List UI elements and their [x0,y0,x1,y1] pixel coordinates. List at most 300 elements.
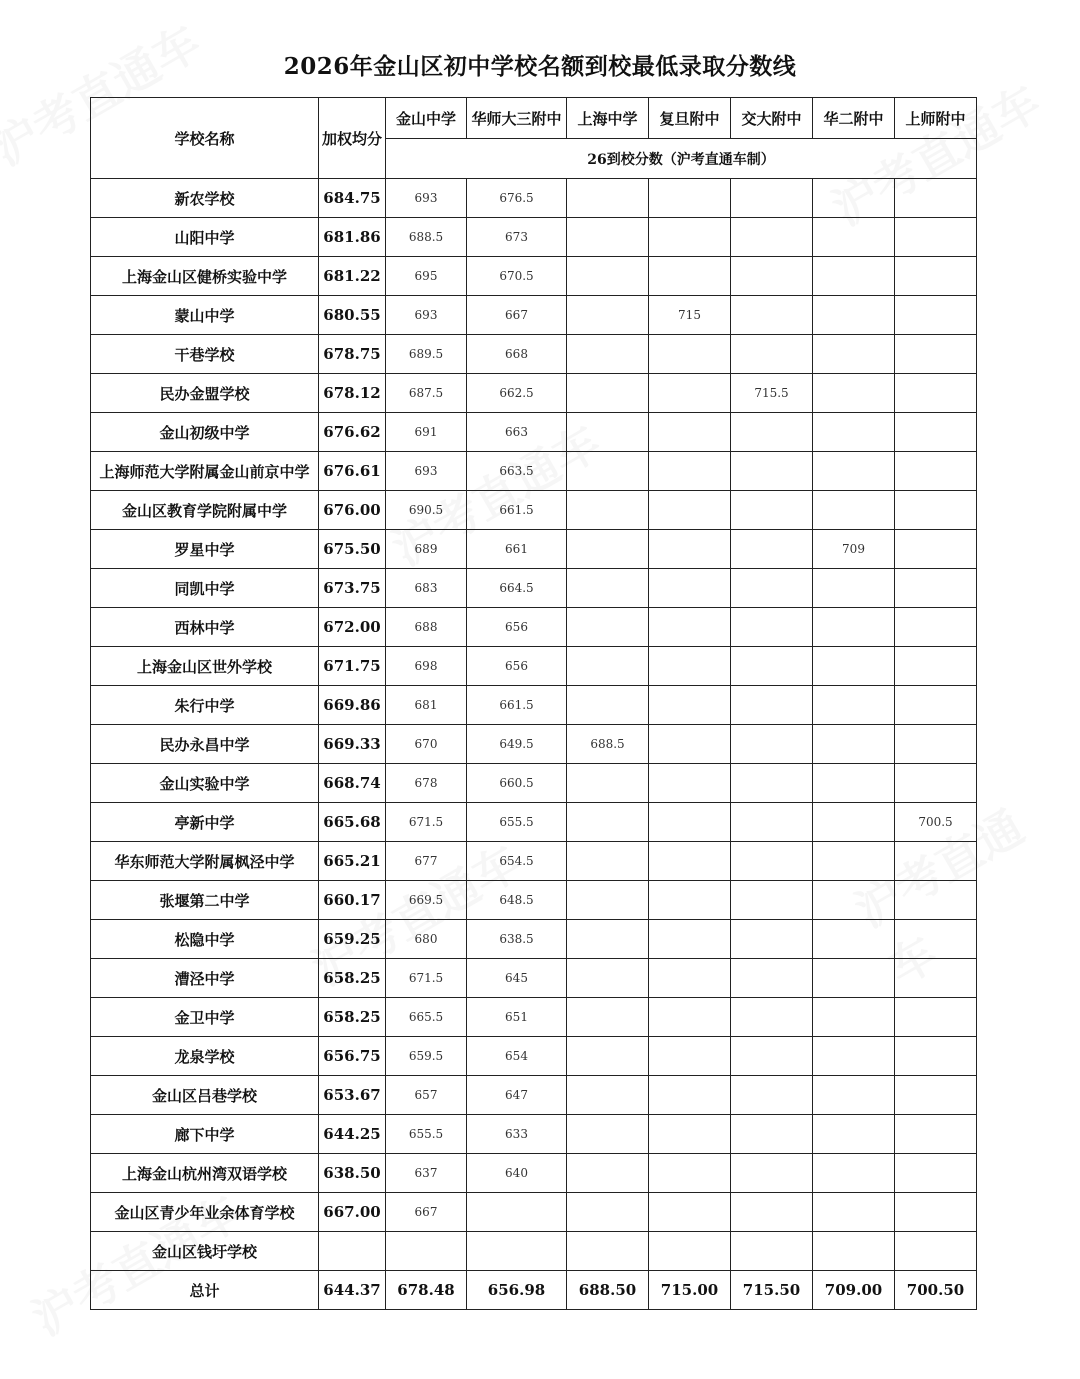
page-title: 2026年金山区初中学校名额到校最低录取分数线 [283,53,797,80]
score-cell [813,608,895,647]
weighted-avg-cell: 669.86 [319,686,386,725]
score-cell [895,647,977,686]
score-cell [567,530,649,569]
score-cell: 662.5 [467,374,567,413]
score-cell: 657 [386,1076,467,1115]
score-cell [649,881,731,920]
total-label-cell: 总计 [91,1271,319,1310]
score-cell [731,1232,813,1271]
score-cell: 700.5 [895,803,977,842]
score-cell [649,218,731,257]
score-cell: 709 [813,530,895,569]
table-row [91,530,977,569]
score-cell [895,296,977,335]
table-row [91,725,977,764]
score-cell [813,452,895,491]
score-cell [895,1076,977,1115]
weighted-avg-cell: 668.74 [319,764,386,803]
score-cell [731,218,813,257]
header-school-col: 上海中学 [567,98,649,139]
score-cell [813,686,895,725]
table-row [91,998,977,1037]
score-cell [649,413,731,452]
score-cell [813,335,895,374]
weighted-avg-cell: 669.33 [319,725,386,764]
table-row [91,1115,977,1154]
weighted-avg-cell: 658.25 [319,959,386,998]
weighted-avg-cell: 638.50 [319,1154,386,1193]
school-name-cell: 廊下中学 [91,1115,319,1154]
school-name-cell: 亭新中学 [91,803,319,842]
weighted-avg-cell: 684.75 [319,179,386,218]
score-cell [567,1232,649,1271]
weighted-avg-cell: 658.25 [319,998,386,1037]
table-row [91,842,977,881]
weighted-avg-cell: 676.61 [319,452,386,491]
weighted-avg-cell: 660.17 [319,881,386,920]
school-name-cell: 上海金山杭州湾双语学校 [91,1154,319,1193]
score-cell [731,257,813,296]
score-cell: 656 [467,647,567,686]
score-cell [649,374,731,413]
score-cell: 693 [386,296,467,335]
score-cell [731,179,813,218]
score-cell [649,1154,731,1193]
header-subtitle: 26到校分数（沪考直通车制） [386,139,977,179]
score-cell [567,257,649,296]
score-cell [731,608,813,647]
score-cell: 637 [386,1154,467,1193]
score-cell: 671.5 [386,959,467,998]
score-cell [813,842,895,881]
score-cell [649,257,731,296]
school-name-cell: 上海金山区世外学校 [91,647,319,686]
score-cell: 661 [467,530,567,569]
score-cell: 677 [386,842,467,881]
school-name-cell: 漕泾中学 [91,959,319,998]
header-school-col: 上师附中 [895,98,977,139]
table-row [91,296,977,335]
score-cell: 655.5 [467,803,567,842]
school-name-cell: 金山区教育学院附属中学 [91,491,319,530]
score-cell: 670 [386,725,467,764]
school-name-cell: 民办永昌中学 [91,725,319,764]
score-cell [567,959,649,998]
school-name-cell: 张堰第二中学 [91,881,319,920]
score-cell [895,608,977,647]
score-cell: 648.5 [467,881,567,920]
score-cell [731,881,813,920]
score-cell [567,647,649,686]
header-school-col: 复旦附中 [649,98,731,139]
score-cell [567,764,649,803]
score-cell [567,491,649,530]
weighted-avg-cell: 659.25 [319,920,386,959]
table-row [91,257,977,296]
score-cell [649,686,731,725]
score-cell: 688.5 [567,725,649,764]
table-row [91,1232,977,1271]
score-cell: 664.5 [467,569,567,608]
weighted-avg-cell: 653.67 [319,1076,386,1115]
score-cell [467,1232,567,1271]
score-cell: 715 [649,296,731,335]
school-name-cell: 金卫中学 [91,998,319,1037]
table-row [91,374,977,413]
score-cell [567,1076,649,1115]
school-name-cell: 山阳中学 [91,218,319,257]
header-row [91,98,977,139]
score-cell: 676.5 [467,179,567,218]
score-cell [895,569,977,608]
weighted-avg-cell: 681.22 [319,257,386,296]
score-cell [731,920,813,959]
school-name-cell: 金山实验中学 [91,764,319,803]
school-name-cell: 西林中学 [91,608,319,647]
weighted-avg-cell: 665.21 [319,842,386,881]
score-cell [731,998,813,1037]
school-name-cell: 蒙山中学 [91,296,319,335]
weighted-avg-cell: 644.25 [319,1115,386,1154]
score-cell: 678 [386,764,467,803]
table-row [91,881,977,920]
table-row [91,1154,977,1193]
score-cell: 663.5 [467,452,567,491]
score-cell [895,881,977,920]
score-cell: 665.5 [386,998,467,1037]
score-cell [731,1076,813,1115]
header-weighted-avg: 加权均分 [319,98,386,179]
score-cell [813,257,895,296]
score-cell: 654 [467,1037,567,1076]
score-cell: 651 [467,998,567,1037]
score-cell: 695 [386,257,467,296]
weighted-avg-cell: 676.00 [319,491,386,530]
table-row [91,686,977,725]
score-cell: 661.5 [467,491,567,530]
score-cell [649,335,731,374]
score-cell [813,647,895,686]
table-row [91,1193,977,1232]
score-cell [813,491,895,530]
score-cell: 673 [467,218,567,257]
total-row [91,1271,977,1310]
weighted-avg-cell: 676.62 [319,413,386,452]
score-cell [813,569,895,608]
weighted-avg-cell [319,1232,386,1271]
school-name-cell: 朱行中学 [91,686,319,725]
score-cell [649,1232,731,1271]
score-cell [731,725,813,764]
weighted-avg-cell: 671.75 [319,647,386,686]
score-cell [731,1154,813,1193]
score-cell [731,686,813,725]
total-score-cell: 715.00 [649,1271,731,1310]
table-row [91,647,977,686]
table-row [91,764,977,803]
header-school-col: 华二附中 [813,98,895,139]
score-cell: 661.5 [467,686,567,725]
header-school-name: 学校名称 [91,98,319,179]
total-score-cell: 715.50 [731,1271,813,1310]
table-row [91,491,977,530]
header-school-col: 华师大三附中 [467,98,567,139]
score-cell [813,1154,895,1193]
table-row [91,569,977,608]
score-cell [567,881,649,920]
score-cell [895,374,977,413]
score-cell [813,1076,895,1115]
score-cell [649,764,731,803]
score-cell [731,452,813,491]
score-cell [813,1232,895,1271]
table-row [91,803,977,842]
score-cell [649,491,731,530]
school-name-cell: 金山区钱圩学校 [91,1232,319,1271]
score-cell [895,1193,977,1232]
score-cell: 659.5 [386,1037,467,1076]
score-cell: 681 [386,686,467,725]
score-cell [813,296,895,335]
score-cell: 689 [386,530,467,569]
score-cell [731,764,813,803]
score-cell [649,530,731,569]
score-cell [895,1154,977,1193]
school-name-cell: 新农学校 [91,179,319,218]
header-school-col: 交大附中 [731,98,813,139]
score-cell [649,725,731,764]
score-cell [813,725,895,764]
score-table [90,97,977,1310]
weighted-avg-cell: 665.68 [319,803,386,842]
score-cell: 698 [386,647,467,686]
score-cell [895,530,977,569]
score-cell [649,179,731,218]
score-cell: 688.5 [386,218,467,257]
score-cell [895,1232,977,1271]
score-cell: 647 [467,1076,567,1115]
score-cell [895,764,977,803]
weighted-avg-cell: 656.75 [319,1037,386,1076]
score-cell [731,842,813,881]
header-school-col: 金山中学 [386,98,467,139]
score-cell [567,1193,649,1232]
score-cell [813,1037,895,1076]
total-score-cell: 688.50 [567,1271,649,1310]
table-row [91,959,977,998]
score-cell [813,179,895,218]
score-cell [813,413,895,452]
score-cell [649,803,731,842]
score-cell [567,608,649,647]
score-cell [649,842,731,881]
score-cell [731,335,813,374]
score-cell [567,842,649,881]
score-cell: 715.5 [731,374,813,413]
score-cell [567,1037,649,1076]
total-score-cell: 709.00 [813,1271,895,1310]
score-cell [567,452,649,491]
score-cell [567,686,649,725]
total-score-cell: 678.48 [386,1271,467,1310]
score-cell [567,374,649,413]
school-name-cell: 干巷学校 [91,335,319,374]
score-cell [895,218,977,257]
score-cell [649,608,731,647]
weighted-avg-cell: 673.75 [319,569,386,608]
score-cell [649,959,731,998]
score-cell [567,569,649,608]
score-cell [813,1193,895,1232]
score-cell: 691 [386,413,467,452]
school-name-cell: 民办金盟学校 [91,374,319,413]
weighted-avg-cell: 678.12 [319,374,386,413]
score-cell: 688 [386,608,467,647]
score-cell [649,1037,731,1076]
table-row [91,452,977,491]
school-name-cell: 松隐中学 [91,920,319,959]
score-cell: 669.5 [386,881,467,920]
score-cell [731,569,813,608]
school-name-cell: 上海金山区健桥实验中学 [91,257,319,296]
table-row [91,608,977,647]
table-row [91,179,977,218]
score-cell: 660.5 [467,764,567,803]
weighted-avg-cell: 667.00 [319,1193,386,1232]
score-cell [567,218,649,257]
score-cell [731,530,813,569]
score-cell: 633 [467,1115,567,1154]
score-cell: 654.5 [467,842,567,881]
score-cell: 667 [467,296,567,335]
score-cell [649,452,731,491]
score-cell [567,296,649,335]
score-cell [895,998,977,1037]
school-name-cell: 华东师范大学附属枫泾中学 [91,842,319,881]
score-cell [895,725,977,764]
school-name-cell: 金山区吕巷学校 [91,1076,319,1115]
score-cell [895,1115,977,1154]
score-cell [731,413,813,452]
weighted-avg-cell: 675.50 [319,530,386,569]
score-cell: 640 [467,1154,567,1193]
weighted-avg-cell: 680.55 [319,296,386,335]
score-cell: 656 [467,608,567,647]
table-row [91,218,977,257]
score-cell [813,803,895,842]
score-cell [649,1115,731,1154]
score-cell [649,647,731,686]
weighted-avg-cell: 672.00 [319,608,386,647]
score-cell [813,374,895,413]
score-cell [649,920,731,959]
score-cell [731,1193,813,1232]
score-cell [731,491,813,530]
score-cell [813,959,895,998]
score-cell [895,686,977,725]
score-cell [731,959,813,998]
score-cell: 689.5 [386,335,467,374]
school-name-cell: 同凯中学 [91,569,319,608]
score-cell [731,803,813,842]
score-cell: 638.5 [467,920,567,959]
score-cell [895,335,977,374]
score-cell [731,1115,813,1154]
score-cell: 649.5 [467,725,567,764]
school-name-cell: 罗星中学 [91,530,319,569]
score-cell [386,1232,467,1271]
score-cell [731,1037,813,1076]
score-cell [567,998,649,1037]
score-cell [895,842,977,881]
score-cell [567,1154,649,1193]
table-row [91,413,977,452]
score-cell [813,881,895,920]
school-name-cell: 上海师范大学附属金山前京中学 [91,452,319,491]
score-cell [731,296,813,335]
score-cell: 693 [386,179,467,218]
score-cell [895,179,977,218]
score-cell [895,491,977,530]
total-avg-cell: 644.37 [319,1271,386,1310]
table-row [91,1076,977,1115]
score-cell [895,452,977,491]
school-name-cell: 金山区青少年业余体育学校 [91,1193,319,1232]
score-cell [567,803,649,842]
school-name-cell: 龙泉学校 [91,1037,319,1076]
score-cell [567,920,649,959]
score-cell [895,257,977,296]
weighted-avg-cell: 678.75 [319,335,386,374]
score-cell [731,647,813,686]
score-cell: 663 [467,413,567,452]
score-cell [813,1115,895,1154]
score-cell [649,1076,731,1115]
score-cell: 671.5 [386,803,467,842]
score-cell [813,764,895,803]
score-cell [813,920,895,959]
score-cell [567,413,649,452]
score-cell [895,920,977,959]
total-score-cell: 656.98 [467,1271,567,1310]
weighted-avg-cell: 681.86 [319,218,386,257]
score-cell [895,1037,977,1076]
table-row [91,920,977,959]
table-row [91,1037,977,1076]
score-cell [813,218,895,257]
score-cell: 667 [386,1193,467,1232]
school-name-cell: 金山初级中学 [91,413,319,452]
score-cell: 668 [467,335,567,374]
score-cell [813,998,895,1037]
score-cell: 655.5 [386,1115,467,1154]
score-cell [895,413,977,452]
score-cell: 687.5 [386,374,467,413]
score-cell: 693 [386,452,467,491]
score-cell [649,569,731,608]
score-cell [895,959,977,998]
score-cell: 645 [467,959,567,998]
score-cell [567,1115,649,1154]
score-cell: 680 [386,920,467,959]
score-cell [567,335,649,374]
score-cell: 690.5 [386,491,467,530]
score-cell [649,998,731,1037]
table-row [91,335,977,374]
score-cell: 670.5 [467,257,567,296]
score-cell: 683 [386,569,467,608]
score-cell [467,1193,567,1232]
